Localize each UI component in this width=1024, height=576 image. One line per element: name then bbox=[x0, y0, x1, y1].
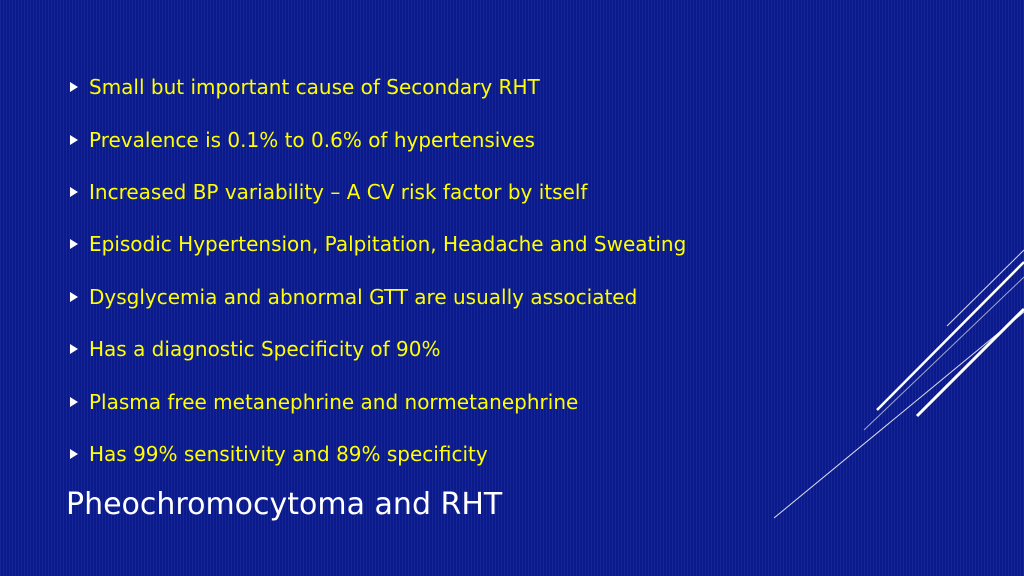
decorative-line-thin bbox=[864, 277, 1024, 430]
bullet-text: Dysglycemia and abnormal GTT are usually associated bbox=[89, 284, 638, 309]
slide-title: Pheochromocytoma and RHT bbox=[66, 487, 503, 522]
decorative-line-thick bbox=[917, 309, 1024, 416]
bullet-text: Increased BP variability – A CV risk factor by itself bbox=[89, 179, 588, 204]
bullet-text: Has a diagnostic Specificity of 90% bbox=[89, 337, 441, 362]
decorative-line-thick bbox=[877, 262, 1024, 410]
decorative-line-thin bbox=[774, 312, 1024, 518]
bullet-text: Plasma free metanephrine and normetanephrine bbox=[89, 389, 579, 414]
bullet-text: Episodic Hypertension, Palpitation, Headache and Sweating bbox=[89, 232, 687, 257]
bullet-text: Prevalence is 0.1% to 0.6% of hypertensives bbox=[89, 127, 535, 152]
bullet-text: Has 99% sensitivity and 89% specificity bbox=[89, 441, 488, 466]
bullet-text: Small but important cause of Secondary RHT bbox=[89, 75, 540, 100]
